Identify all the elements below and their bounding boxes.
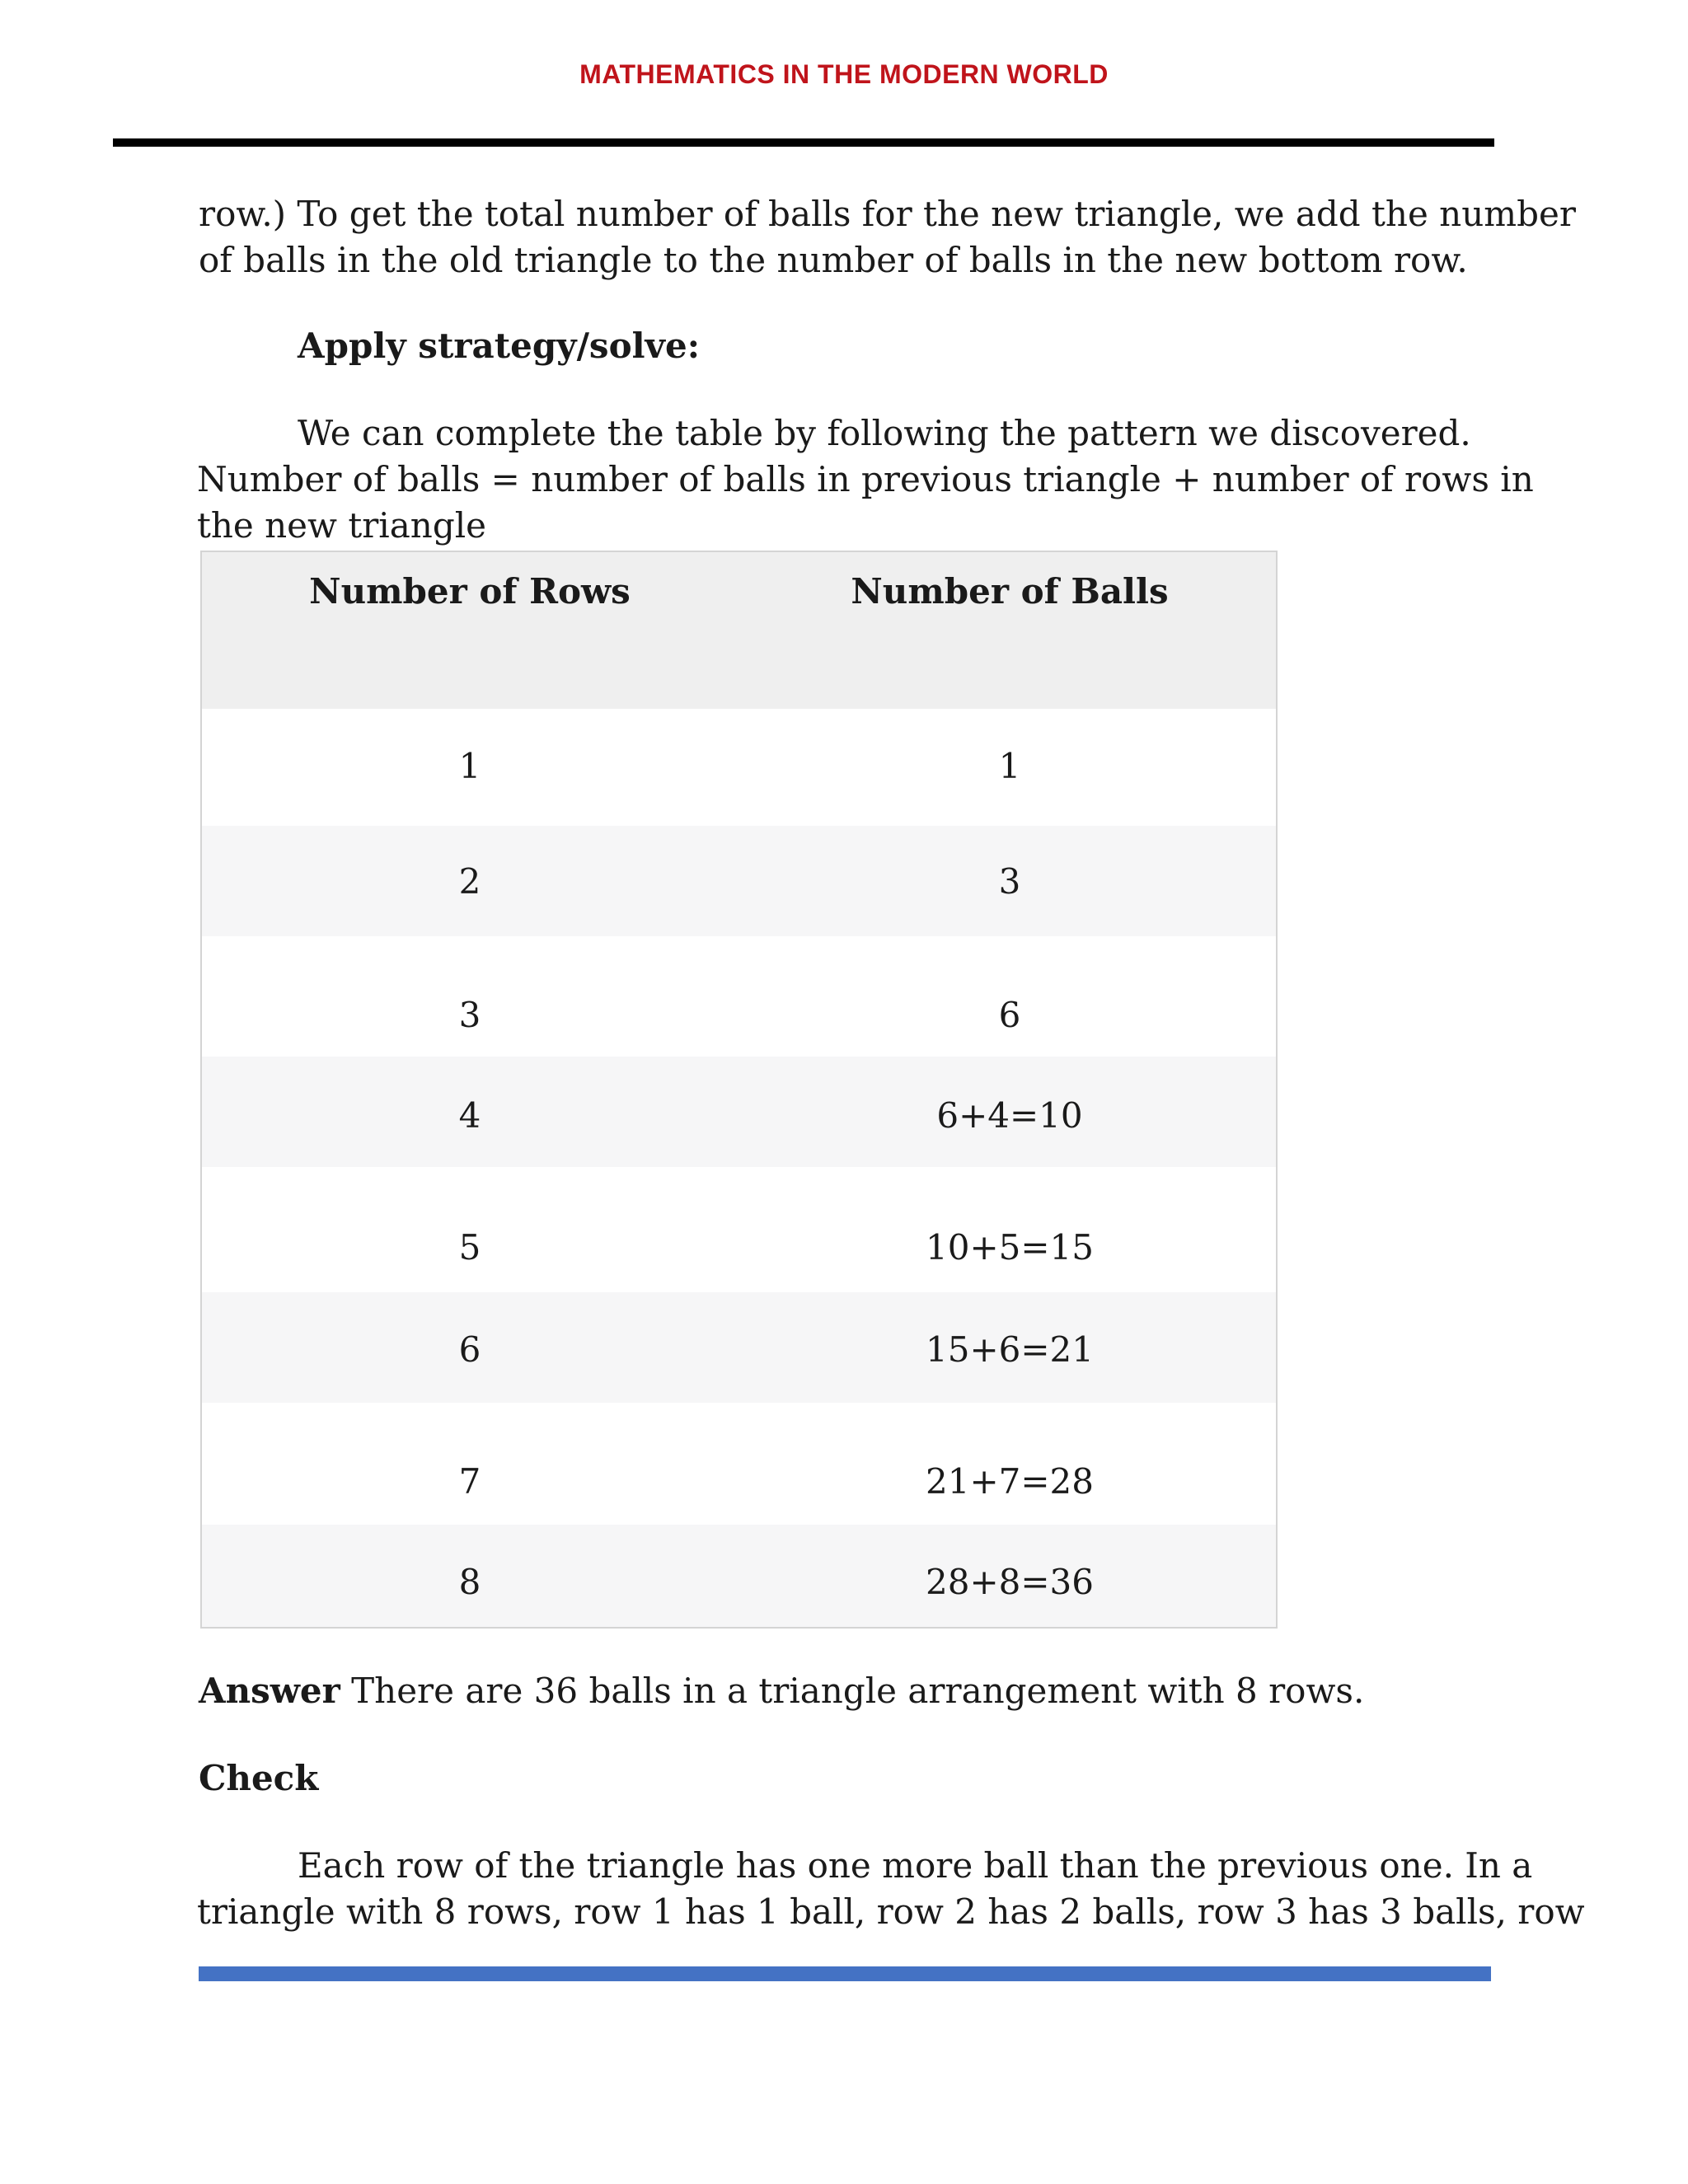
table-cell-balls: 10+5=15 bbox=[926, 1227, 1094, 1268]
check-heading: Check bbox=[199, 1758, 319, 1798]
table-cell-balls: 1 bbox=[998, 746, 1021, 786]
intro-line-1: row.) To get the total number of balls for the new triangle, we add the number bbox=[199, 194, 1576, 234]
footer-rule bbox=[199, 1966, 1491, 1981]
table-cell-balls: 15+6=21 bbox=[926, 1329, 1094, 1370]
apply-line-2: Number of balls = number of balls in previous triangle + number of rows in bbox=[197, 459, 1534, 499]
check-line-2: triangle with 8 rows, row 1 has 1 ball, row 2 has 2 balls, row 3 has 3 balls, row bbox=[197, 1891, 1585, 1932]
table-cell-rows: 4 bbox=[458, 1095, 481, 1136]
table-cell-balls: 6 bbox=[998, 995, 1021, 1035]
answer-label: Answer bbox=[199, 1671, 340, 1711]
table-cell-rows: 1 bbox=[458, 746, 481, 786]
table-cell-balls: 21+7=28 bbox=[926, 1461, 1094, 1502]
table-cell-rows: 8 bbox=[458, 1562, 481, 1602]
table-header-balls: Number of Balls bbox=[851, 571, 1169, 612]
page-header-title: MATHEMATICS IN THE MODERN WORLD bbox=[579, 59, 1109, 89]
apply-line-3: the new triangle bbox=[197, 505, 486, 546]
balls-table bbox=[200, 551, 1278, 1629]
table-cell-rows: 2 bbox=[458, 861, 481, 902]
answer-line bbox=[199, 1668, 1364, 1714]
header-rule bbox=[113, 138, 1494, 147]
table-cell-balls: 6+4=10 bbox=[936, 1095, 1083, 1136]
table-cell-rows: 3 bbox=[458, 995, 481, 1035]
table-cell-balls: 3 bbox=[998, 861, 1021, 902]
table-header-rows: Number of Rows bbox=[309, 571, 631, 612]
table-cell-rows: 6 bbox=[458, 1329, 481, 1370]
answer-text: There are 36 balls in a triangle arrangement with 8 rows. bbox=[340, 1671, 1365, 1711]
intro-line-2: of balls in the old triangle to the number of balls in the new bottom row. bbox=[199, 240, 1468, 280]
table-cell-rows: 5 bbox=[458, 1227, 481, 1268]
table-cell-rows: 7 bbox=[458, 1461, 481, 1502]
check-line-1: Each row of the triangle has one more ball than the previous one. In a bbox=[298, 1845, 1533, 1886]
apply-heading: Apply strategy/solve: bbox=[298, 326, 701, 366]
apply-line-1: We can complete the table by following the pattern we discovered. bbox=[298, 413, 1471, 453]
table-cell-balls: 28+8=36 bbox=[926, 1562, 1094, 1602]
table-header-row bbox=[202, 552, 1276, 709]
